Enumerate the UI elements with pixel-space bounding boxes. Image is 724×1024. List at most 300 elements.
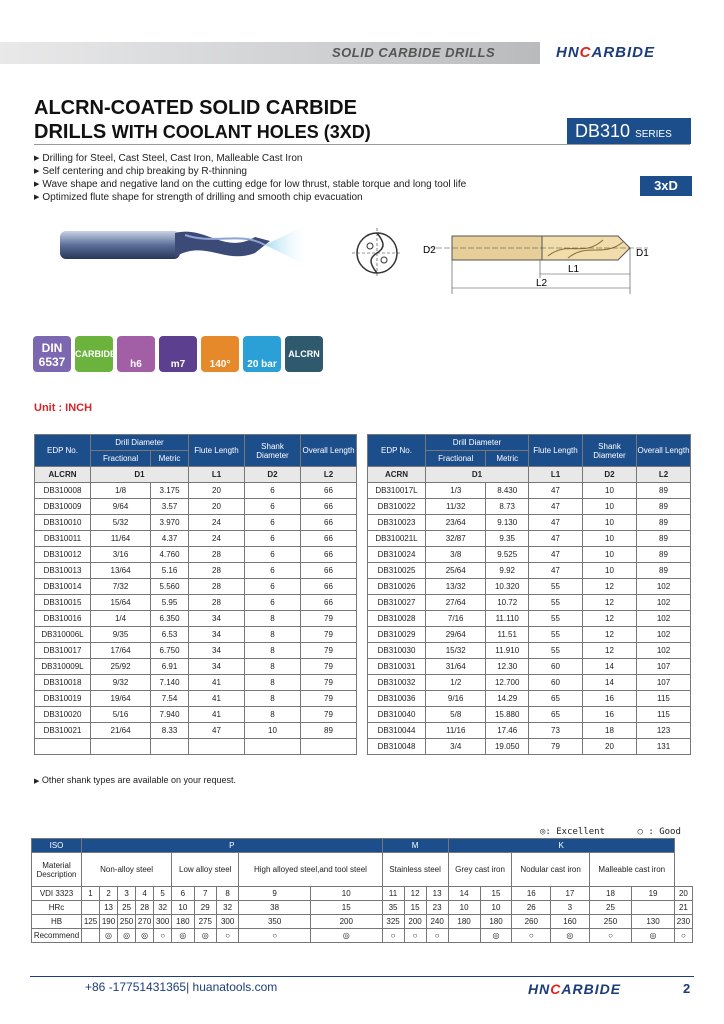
spec-badge	[159, 336, 197, 372]
table-cell: 47	[529, 531, 583, 547]
feature-item: ▶ Self centering and chip breaking by R-thinning	[34, 166, 466, 179]
table-cell: 1/4	[91, 611, 151, 627]
spec-badge	[201, 336, 239, 372]
table-cell: DB310013	[35, 563, 91, 579]
iso-cell: ○	[674, 929, 692, 943]
table-cell: 28	[189, 579, 245, 595]
table-cell: 47	[529, 515, 583, 531]
table-row	[368, 499, 691, 515]
table-cell: 19.050	[486, 739, 529, 755]
table-row	[368, 547, 691, 563]
table-cell: 66	[301, 547, 357, 563]
group-high-alloy: High alloyed steel,and tool steel	[239, 853, 382, 887]
table-cell: 55	[529, 611, 583, 627]
table-cell: 8	[245, 691, 301, 707]
table-cell: 6	[245, 595, 301, 611]
table-row	[368, 643, 691, 659]
table-row	[35, 499, 357, 515]
table-cell: DB310030	[368, 643, 426, 659]
table-cell: DB310019	[35, 691, 91, 707]
iso-cell: 2	[100, 887, 118, 901]
iso-cell: 8	[216, 887, 238, 901]
table-cell: 5/32	[91, 515, 151, 531]
iso-cell: 12	[404, 887, 426, 901]
iso-cell	[82, 901, 100, 915]
group-low-alloy: Low alloy steel	[172, 853, 239, 887]
l2-header: L2	[301, 467, 357, 483]
iso-cell: 200	[404, 915, 426, 929]
table-cell: 34	[189, 611, 245, 627]
table-cell: 14	[583, 675, 637, 691]
table-row	[35, 723, 357, 739]
table-cell: 11.910	[486, 643, 529, 659]
table-cell: DB310031	[368, 659, 426, 675]
iso-cell: 260	[512, 915, 551, 929]
iso-cell: 250	[118, 915, 136, 929]
table-row	[35, 675, 357, 691]
group-nodular-cast: Nodular cast iron	[512, 853, 589, 887]
table-cell: 12	[583, 643, 637, 659]
table-cell: 66	[301, 531, 357, 547]
iso-cell: 14	[448, 887, 480, 901]
title-line-2-bold: DRILLS	[34, 121, 107, 143]
spec-badge	[285, 336, 323, 372]
l1-header: L1	[529, 467, 583, 483]
coating-label: ACRN	[368, 467, 426, 483]
table-cell: 89	[637, 515, 691, 531]
table-cell: DB310018	[35, 675, 91, 691]
col-flute: Flute Length	[189, 435, 245, 467]
table-cell: DB310048	[368, 739, 426, 755]
iso-cell: ○	[216, 929, 238, 943]
table-cell: 10	[583, 483, 637, 499]
iso-cell: ◎	[310, 929, 382, 943]
feature-item: ▶ Drilling for Steel, Cast Steel, Cast Iron, Malleable Cast Iron	[34, 153, 466, 166]
page-title	[34, 96, 371, 144]
table-cell	[91, 739, 151, 755]
iso-cell: 11	[382, 887, 404, 901]
table-cell: 28	[189, 563, 245, 579]
iso-cell: 250	[589, 915, 632, 929]
table-cell: 19/64	[91, 691, 151, 707]
table-cell: 6	[245, 579, 301, 595]
table-cell: 16	[583, 691, 637, 707]
table-cell: 9.35	[486, 531, 529, 547]
table-cell: 115	[637, 707, 691, 723]
table-cell: 10	[245, 723, 301, 739]
table-cell: 3.175	[151, 483, 189, 499]
table-cell: 3/4	[426, 739, 486, 755]
table-cell: 29/64	[426, 627, 486, 643]
iso-cell: 240	[426, 915, 448, 929]
table-row	[368, 531, 691, 547]
table-cell: 1/2	[426, 675, 486, 691]
iso-cell: 32	[154, 901, 172, 915]
table-cell: 20	[189, 483, 245, 499]
table-cell: 6	[245, 483, 301, 499]
left-spec-table	[34, 434, 357, 755]
table-cell: 5/16	[91, 707, 151, 723]
table-cell: 55	[529, 579, 583, 595]
badge-top-text	[201, 336, 239, 341]
col-fractional: Fractional	[426, 451, 486, 467]
table-cell: DB310015	[35, 595, 91, 611]
badge-bottom-text: 140°	[209, 359, 231, 370]
col-edp: EDP No.	[35, 435, 91, 467]
table-cell: 66	[301, 499, 357, 515]
table-cell: 17/64	[91, 643, 151, 659]
table-cell: 17.46	[486, 723, 529, 739]
table-cell: 55	[529, 627, 583, 643]
col-overall: Overall Length	[301, 435, 357, 467]
iso-cell: 10	[480, 901, 512, 915]
table-cell: DB310009L	[35, 659, 91, 675]
table-cell: DB310010	[35, 515, 91, 531]
badge-bottom-text: m7	[170, 359, 186, 370]
d1-header: D1	[426, 467, 529, 483]
table-cell: 32/87	[426, 531, 486, 547]
table-cell: 8.430	[486, 483, 529, 499]
table-cell: 20	[189, 499, 245, 515]
table-row	[35, 659, 357, 675]
badge-top-text	[243, 336, 281, 341]
table-cell: DB310021L	[368, 531, 426, 547]
table-cell: 131	[637, 739, 691, 755]
table-cell: DB310022	[368, 499, 426, 515]
iso-cell: ○	[382, 929, 404, 943]
table-cell: DB310017	[35, 643, 91, 659]
table-cell: 10	[583, 499, 637, 515]
table-cell: DB310028	[368, 611, 426, 627]
table-cell: 79	[529, 739, 583, 755]
iso-cell: ◎	[551, 929, 590, 943]
iso-cell: 230	[674, 915, 692, 929]
table-row	[35, 531, 357, 547]
iso-cell: 275	[194, 915, 216, 929]
table-cell: 8	[245, 627, 301, 643]
table-row	[368, 515, 691, 531]
table-cell: 12.700	[486, 675, 529, 691]
feature-item: ▶ Optimized flute shape for strength of drilling and smooth chip evacuation	[34, 192, 466, 205]
table-cell: 7/32	[91, 579, 151, 595]
table-cell: DB310026	[368, 579, 426, 595]
iso-cell: 4	[136, 887, 154, 901]
table-cell: 6.350	[151, 611, 189, 627]
table-cell: 9/64	[91, 499, 151, 515]
badge-top-text	[159, 336, 197, 341]
table-cell: 107	[637, 675, 691, 691]
table-cell: 27/64	[426, 595, 486, 611]
table-cell: 6	[245, 563, 301, 579]
table-cell: 102	[637, 611, 691, 627]
table-cell: 41	[189, 675, 245, 691]
table-cell: 8	[245, 659, 301, 675]
table-row	[368, 563, 691, 579]
table-cell: 11.110	[486, 611, 529, 627]
hb-label: HB	[32, 915, 82, 929]
table-row	[368, 675, 691, 691]
brand-logo: HNCARBIDE	[556, 44, 656, 61]
vdi-label: VDI 3323	[32, 887, 82, 901]
iso-cell: 16	[512, 887, 551, 901]
feature-item: ▶ Wave shape and negative land on the cutting edge for low thrust, stable torque and long tool life	[34, 179, 466, 192]
table-cell: 7.940	[151, 707, 189, 723]
table-cell: 60	[529, 675, 583, 691]
table-cell: 9.525	[486, 547, 529, 563]
table-cell: 89	[637, 499, 691, 515]
table-cell: 9/32	[91, 675, 151, 691]
table-cell: 102	[637, 595, 691, 611]
table-cell: 15.880	[486, 707, 529, 723]
table-cell: 3.970	[151, 515, 189, 531]
iso-cell: 19	[632, 887, 675, 901]
table-cell: 89	[637, 483, 691, 499]
dimension-diagram	[418, 228, 668, 298]
shank-note: ▶ Other shank types are available on your request.	[34, 775, 237, 785]
iso-cell: 325	[382, 915, 404, 929]
table-cell: 14	[583, 659, 637, 675]
table-cell: 1/8	[91, 483, 151, 499]
table-cell: 55	[529, 643, 583, 659]
iso-cell: 28	[136, 901, 154, 915]
col-shank: Shank Diameter	[583, 435, 637, 467]
badge-top-text: ALCRN	[288, 349, 320, 359]
table-cell: 7/16	[426, 611, 486, 627]
iso-cell: 10	[448, 901, 480, 915]
table-cell: DB310036	[368, 691, 426, 707]
table-cell: 41	[189, 707, 245, 723]
table-cell: DB310044	[368, 723, 426, 739]
table-cell: 66	[301, 563, 357, 579]
d1-header: D1	[91, 467, 189, 483]
table-cell: 16	[583, 707, 637, 723]
table-row	[35, 595, 357, 611]
recommend-label: Recommend	[32, 929, 82, 943]
badge-top-text	[117, 336, 155, 341]
col-flute: Flute Length	[529, 435, 583, 467]
table-cell: 47	[529, 499, 583, 515]
iso-cell: 160	[551, 915, 590, 929]
table-row	[368, 627, 691, 643]
iso-cell: 29	[194, 901, 216, 915]
table-cell: 10	[583, 547, 637, 563]
iso-cell: 190	[100, 915, 118, 929]
spec-badge	[117, 336, 155, 372]
badge-bottom-text: 20 bar	[247, 359, 277, 370]
iso-cell: 15	[310, 901, 382, 915]
table-cell: 12	[583, 579, 637, 595]
table-cell: 89	[301, 723, 357, 739]
table-cell: 9/35	[91, 627, 151, 643]
iso-cell: 200	[310, 915, 382, 929]
iso-cell: 5	[154, 887, 172, 901]
table-cell: 4.37	[151, 531, 189, 547]
iso-cell: 9	[239, 887, 311, 901]
contact-info: +86 -17751431365| huanatools.com	[85, 980, 278, 994]
table-cell: 13/64	[91, 563, 151, 579]
iso-cell: ○	[426, 929, 448, 943]
table-cell: 5.95	[151, 595, 189, 611]
table-cell: 79	[301, 707, 357, 723]
table-row	[368, 611, 691, 627]
col-fractional: Fractional	[91, 451, 151, 467]
table-row	[35, 691, 357, 707]
table-cell: 15/64	[91, 595, 151, 611]
table-cell: 89	[637, 547, 691, 563]
iso-cell: ○	[512, 929, 551, 943]
table-cell: 47	[529, 563, 583, 579]
table-cell: 25/92	[91, 659, 151, 675]
category-title: SOLID CARBIDE DRILLS	[332, 45, 496, 60]
table-row	[368, 659, 691, 675]
table-cell: 3/16	[91, 547, 151, 563]
spec-badge	[75, 336, 117, 372]
badge-top-text: DIN	[41, 341, 63, 355]
table-row	[368, 723, 691, 739]
iso-cell: 35	[382, 901, 404, 915]
table-cell: 7.140	[151, 675, 189, 691]
spec-badge	[33, 336, 71, 372]
table-cell: 24	[189, 515, 245, 531]
table-cell: 11/32	[426, 499, 486, 515]
table-cell: 4.760	[151, 547, 189, 563]
iso-cell: 26	[512, 901, 551, 915]
drill-photo	[55, 215, 315, 275]
footer-logo: HNCARBIDE	[528, 981, 622, 997]
iso-cell: 15	[480, 887, 512, 901]
table-row	[368, 595, 691, 611]
table-row	[35, 563, 357, 579]
table-cell: 73	[529, 723, 583, 739]
table-cell: 6	[245, 531, 301, 547]
table-cell: DB310029	[368, 627, 426, 643]
table-cell: 28	[189, 547, 245, 563]
table-cell: 34	[189, 643, 245, 659]
table-cell: 102	[637, 643, 691, 659]
table-row	[35, 643, 357, 659]
table-row	[368, 739, 691, 755]
l2-header: L2	[637, 467, 691, 483]
table-cell: 79	[301, 643, 357, 659]
iso-cell: ◎	[632, 929, 675, 943]
badge-bottom-text: h6	[130, 359, 142, 370]
table-cell: DB310014	[35, 579, 91, 595]
table-cell: DB310009	[35, 499, 91, 515]
iso-m-header: M	[382, 839, 448, 853]
iso-cell: 23	[426, 901, 448, 915]
table-cell: 14.29	[486, 691, 529, 707]
table-cell: 9.130	[486, 515, 529, 531]
badge-top-text: CARBIDE	[75, 349, 117, 359]
d2-header: D2	[245, 467, 301, 483]
table-cell: DB310023	[368, 515, 426, 531]
title-line-2-rest: WITH COOLANT HOLES (3XD)	[111, 122, 371, 142]
table-cell: DB310017L	[368, 483, 426, 499]
iso-cell: ○	[154, 929, 172, 943]
table-cell: 12	[583, 627, 637, 643]
table-cell: 6	[245, 499, 301, 515]
col-metric: Metric	[151, 451, 189, 467]
d2-header: D2	[583, 467, 637, 483]
spec-badge	[243, 336, 281, 372]
title-rule	[34, 144, 690, 145]
d1-label: D1	[636, 248, 649, 259]
table-cell: DB310024	[368, 547, 426, 563]
page-number: 2	[683, 981, 691, 996]
group-stainless: Stainless steel	[382, 853, 448, 887]
table-cell: 12	[583, 595, 637, 611]
table-cell: 11.51	[486, 627, 529, 643]
table-cell: 34	[189, 659, 245, 675]
iso-cell: ◎	[172, 929, 194, 943]
badge-bottom-text: 6537	[38, 355, 66, 369]
iso-cell	[82, 929, 100, 943]
table-cell: DB310016	[35, 611, 91, 627]
iso-k-header: K	[448, 839, 674, 853]
table-cell: 6.91	[151, 659, 189, 675]
table-cell: 11/16	[426, 723, 486, 739]
table-cell: 115	[637, 691, 691, 707]
table-cell: 79	[301, 675, 357, 691]
footer-rule	[30, 976, 694, 977]
iso-cell: 17	[551, 887, 590, 901]
table-cell: 79	[301, 659, 357, 675]
table-row	[35, 739, 357, 755]
iso-p-header: P	[82, 839, 383, 853]
col-metric: Metric	[486, 451, 529, 467]
iso-cell: 300	[216, 915, 238, 929]
table-cell: DB310040	[368, 707, 426, 723]
table-row	[35, 579, 357, 595]
unit-label: Unit : INCH	[34, 402, 93, 414]
iso-cell: ◎	[194, 929, 216, 943]
iso-cell: 3	[118, 887, 136, 901]
iso-cell: 10	[172, 901, 194, 915]
right-spec-table	[367, 434, 691, 755]
iso-cell: 130	[632, 915, 675, 929]
l2-label: L2	[536, 278, 548, 289]
iso-cell	[448, 929, 480, 943]
group-malleable-cast: Malleable cast iron	[589, 853, 674, 887]
iso-cell: 13	[100, 901, 118, 915]
iso-cell: 6	[172, 887, 194, 901]
table-cell: 60	[529, 659, 583, 675]
table-cell: 79	[301, 627, 357, 643]
table-row	[368, 691, 691, 707]
table-cell: 10	[583, 531, 637, 547]
table-cell: 79	[301, 691, 357, 707]
iso-cell: 180	[448, 915, 480, 929]
group-non-alloy: Non-alloy steel	[82, 853, 172, 887]
iso-cell: ◎	[480, 929, 512, 943]
table-cell: 11/64	[91, 531, 151, 547]
table-cell: 7.54	[151, 691, 189, 707]
table-cell: 10.72	[486, 595, 529, 611]
hrc-label: HRc	[32, 901, 82, 915]
table-row	[368, 707, 691, 723]
table-cell: DB310012	[35, 547, 91, 563]
table-row	[368, 483, 691, 499]
table-cell: 23/64	[426, 515, 486, 531]
table-cell	[189, 739, 245, 755]
iso-cell: 3	[551, 901, 590, 915]
table-cell: 25/64	[426, 563, 486, 579]
col-edp: EDP No.	[368, 435, 426, 467]
iso-cell: ○	[404, 929, 426, 943]
table-cell: 8	[245, 643, 301, 659]
table-cell: 8.73	[486, 499, 529, 515]
table-cell: DB310011	[35, 531, 91, 547]
